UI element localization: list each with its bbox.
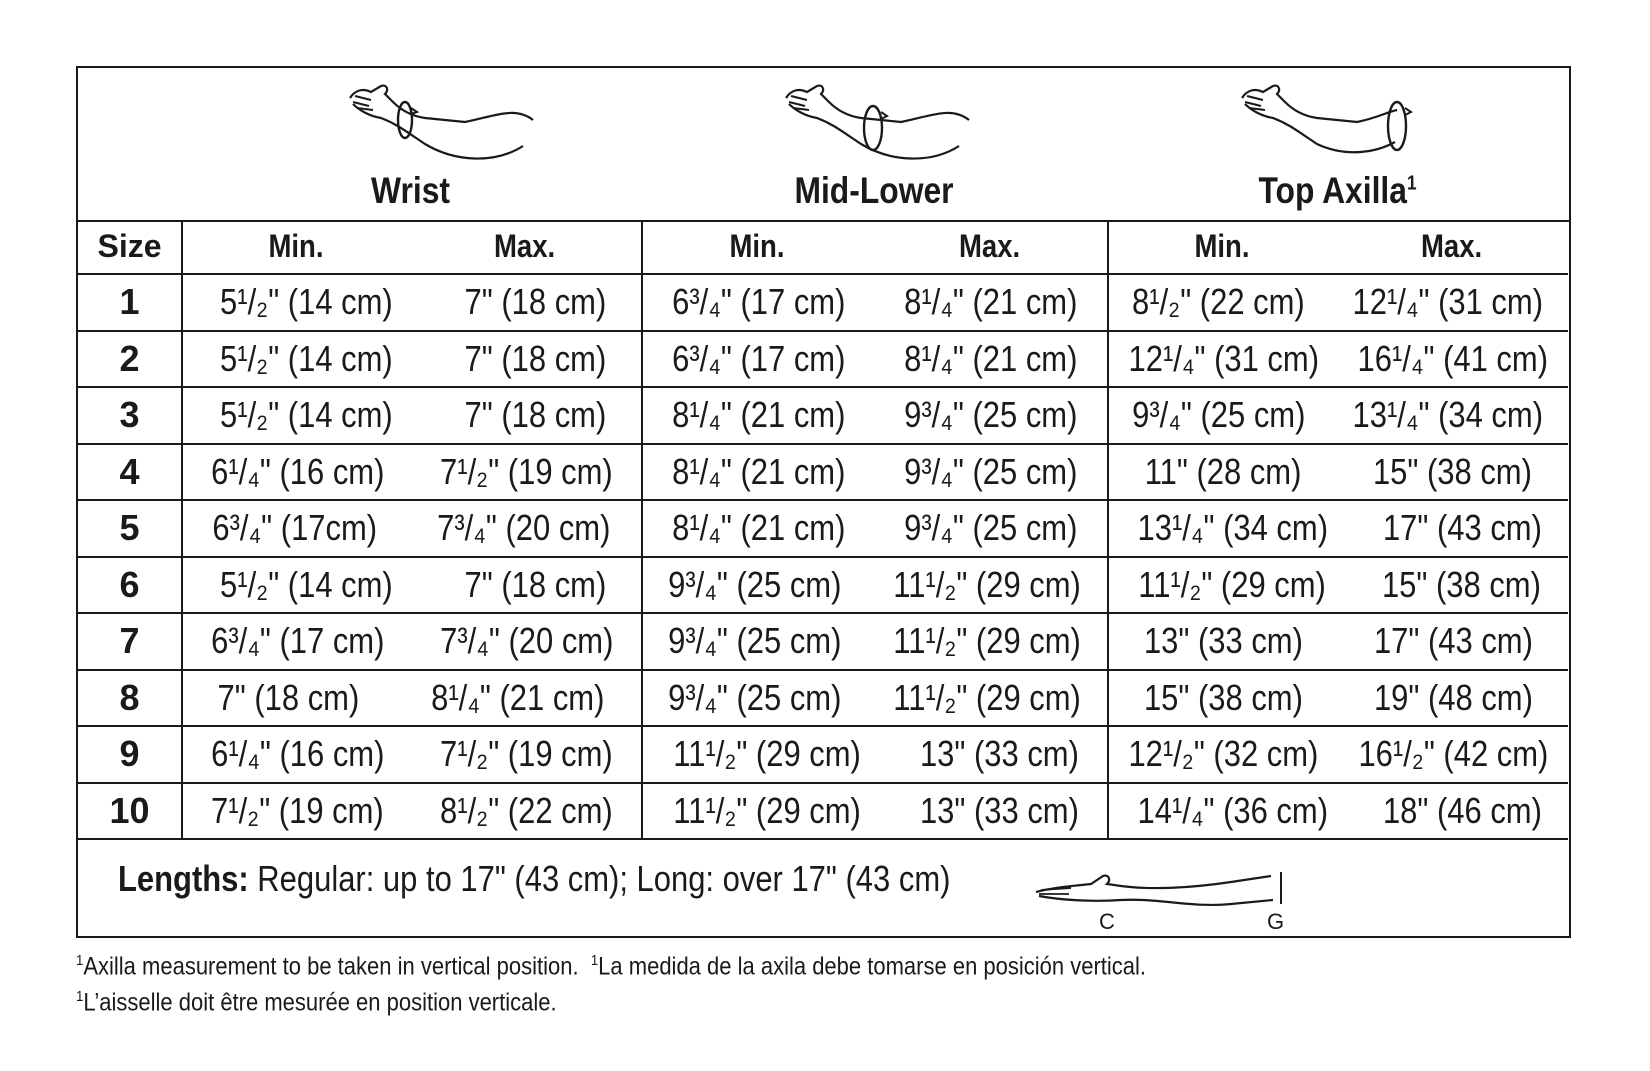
table-row: [78, 444, 1568, 501]
top-axilla-cell: 14¹/₄" (36 cm) 18" (46 cm): [1108, 783, 1568, 840]
wrist-cell: 6¹/₄" (16 cm) 7¹/₂" (19 cm): [182, 444, 642, 501]
mid-lower-cell: 11¹/₂" (29 cm) 13" (33 cm): [642, 783, 1108, 840]
mid-lower-cell: 8¹/₄" (21 cm) 9³/₄" (25 cm): [642, 444, 1108, 501]
size-cell: 2: [78, 331, 182, 388]
top-axilla-title: Top Axilla: [1258, 170, 1407, 211]
arm-length-icon: [1031, 854, 1301, 934]
wrist-cell: 7¹/₂" (19 cm) 8¹/₂" (22 cm): [182, 783, 642, 840]
size-cell: 10: [78, 783, 182, 840]
mid-lower-title: Mid-Lower: [794, 170, 954, 211]
top-axilla-cell: 11¹/₂" (29 cm) 15" (38 cm): [1108, 557, 1568, 614]
footnote-spanish: La medida de la axila debe tomarse en posición vertical.: [598, 952, 1147, 981]
size-table: [78, 220, 1568, 840]
size-cell: 6: [78, 557, 182, 614]
wrist-cell: 5¹/₂" (14 cm) 7" (18 cm): [182, 557, 642, 614]
footnote-line-2: $^1$L’aisselle doit être mesurée en position verticale.: [76, 988, 557, 1017]
table-row: [78, 387, 1568, 444]
measurement-header: [78, 68, 1569, 222]
table-row: [78, 500, 1568, 557]
wrist-cell: 7" (18 cm) 8¹/₄" (21 cm): [182, 670, 642, 727]
size-cell: 8: [78, 670, 182, 727]
mid-lower-cell: 9³/₄" (25 cm) 11¹/₂" (29 cm): [642, 670, 1108, 727]
mid-lower-measure-arm-icon: [781, 76, 981, 176]
mid-lower-cell: 8¹/₄" (21 cm) 9³/₄" (25 cm): [642, 387, 1108, 444]
top-axilla-cell: 13¹/₄" (34 cm) 17" (43 cm): [1108, 500, 1568, 557]
wrist-minmax-header: Min. Max.: [182, 220, 642, 274]
top-axilla-cell: 9³/₄" (25 cm) 13¹/₄" (34 cm): [1108, 387, 1568, 444]
size-cell: 4: [78, 444, 182, 501]
mid-lower-cell: 6³/₄" (17 cm) 8¹/₄" (21 cm): [642, 331, 1108, 388]
table-row: [78, 557, 1568, 614]
footnote-french: L’aisselle doit être mesurée en position verticale.: [83, 988, 557, 1017]
lengths-text: [118, 858, 950, 900]
mid-lower-header: [641, 68, 1107, 218]
size-cell: 9: [78, 726, 182, 783]
wrist-header: [180, 68, 641, 218]
arm-marker-g: G: [1267, 909, 1285, 934]
lengths-description: Regular: up to 17" (43 cm); Long: over 17" (43 cm): [248, 858, 951, 899]
wrist-title: Wrist: [371, 170, 450, 211]
wrist-cell: 6³/₄" (17 cm) 7³/₄" (20 cm): [182, 613, 642, 670]
column-header-row: [78, 220, 1568, 274]
size-cell: 5: [78, 500, 182, 557]
wrist-cell: 5¹/₂" (14 cm) 7" (18 cm): [182, 331, 642, 388]
table-row: [78, 331, 1568, 388]
wrist-cell: 6³/₄" (17cm) 7³/₄" (20 cm): [182, 500, 642, 557]
size-chart: [76, 66, 1571, 938]
top-axilla-cell: 8¹/₂" (22 cm) 12¹/₄" (31 cm): [1108, 274, 1568, 331]
axilla-footnote-marker: 1: [1406, 172, 1417, 195]
size-cell: 3: [78, 387, 182, 444]
mid-lower-cell: 6³/₄" (17 cm) 8¹/₄" (21 cm): [642, 274, 1108, 331]
table-row: [78, 726, 1568, 783]
mid-lower-cell: 9³/₄" (25 cm) 11¹/₂" (29 cm): [642, 613, 1108, 670]
size-cell: 1: [78, 274, 182, 331]
mid-lower-cell: 9³/₄" (25 cm) 11¹/₂" (29 cm): [642, 557, 1108, 614]
footnote-line-1: $^1$Axilla measurement to be taken in vertical position. $^1$La medida de la axila debe tomarse en posición vertical.: [76, 952, 1147, 981]
lengths-label: Lengths:: [118, 858, 249, 899]
top-axilla-header: [1107, 68, 1568, 218]
wrist-cell: 5¹/₂" (14 cm) 7" (18 cm): [182, 274, 642, 331]
top-axilla-cell: 15" (38 cm) 19" (48 cm): [1108, 670, 1568, 727]
table-row: [78, 783, 1568, 840]
size-column-header: Size: [78, 220, 182, 274]
table-row: [78, 613, 1568, 670]
wrist-measure-arm-icon: [345, 76, 545, 176]
wrist-cell: 6¹/₄" (16 cm) 7¹/₂" (19 cm): [182, 726, 642, 783]
size-cell: 7: [78, 613, 182, 670]
table-row: [78, 274, 1568, 331]
arm-marker-c: C: [1099, 909, 1115, 934]
footnote-english: Axilla measurement to be taken in vertical position.: [83, 952, 579, 981]
table-row: [78, 670, 1568, 727]
top-axilla-minmax-header: Min. Max.: [1108, 220, 1568, 274]
mid-lower-cell: 11¹/₂" (29 cm) 13" (33 cm): [642, 726, 1108, 783]
top-axilla-cell: 13" (33 cm) 17" (43 cm): [1108, 613, 1568, 670]
top-axilla-measure-arm-icon: [1237, 76, 1437, 176]
wrist-cell: 5¹/₂" (14 cm) 7" (18 cm): [182, 387, 642, 444]
mid-lower-cell: 8¹/₄" (21 cm) 9³/₄" (25 cm): [642, 500, 1108, 557]
top-axilla-cell: 11" (28 cm) 15" (38 cm): [1108, 444, 1568, 501]
top-axilla-cell: 12¹/₂" (32 cm) 16¹/₂" (42 cm): [1108, 726, 1568, 783]
lengths-row: [78, 844, 1569, 936]
top-axilla-cell: 12¹/₄" (31 cm) 16¹/₄" (41 cm): [1108, 331, 1568, 388]
mid-lower-minmax-header: Min. Max.: [642, 220, 1108, 274]
